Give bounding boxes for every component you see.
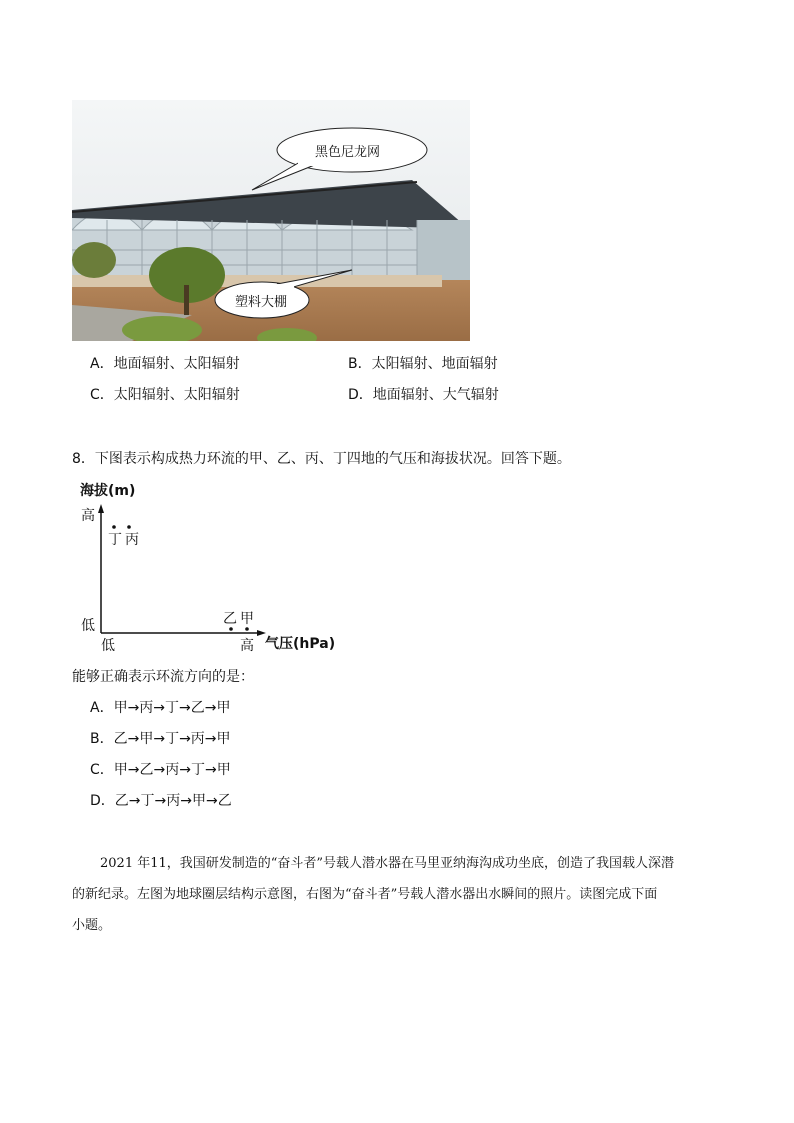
point-jia-label: 甲: [240, 611, 254, 627]
q7-option-d: D．地面辐射、大气辐射: [348, 387, 499, 403]
q8-option-a: A．甲→丙→丁→乙→甲: [90, 700, 231, 716]
y-axis-low: 低: [81, 618, 95, 634]
q7-option-a: A．地面辐射、太阳辐射: [90, 356, 240, 372]
y-axis-arrow: [98, 504, 104, 513]
y-axis-label: 海拔(m): [80, 483, 136, 499]
pressure-altitude-chart: [72, 478, 352, 658]
greenhouse-photo: [72, 100, 470, 341]
point-yi-label: 乙: [223, 611, 237, 627]
q8-option-d: D．乙→丁→丙→甲→乙: [90, 793, 232, 809]
q8-question: 能够正确表示环流方向的是：: [72, 669, 254, 685]
point-ding-label: 丁: [108, 532, 122, 548]
x-axis-label: 气压(hPa): [265, 636, 336, 652]
passage-line-1: 2021 年11，我国研发制造的“奋斗者”号载人潜水器在马里亚纳海沟成功坐底，创造了我国载人深潜: [100, 856, 675, 871]
q8-option-c: C．甲→乙→丙→丁→甲: [90, 762, 231, 778]
q7-option-b: B．太阳辐射、地面辐射: [348, 356, 498, 372]
point-bing-label: 丙: [125, 532, 139, 548]
callout-net-label: 黑色尼龙网: [315, 145, 381, 160]
x-axis-low: 低: [101, 638, 115, 654]
q8-stem: 8．下图表示构成热力环流的甲、乙、丙、丁四地的气压和海拔状况。回答下题。: [72, 451, 571, 467]
callout-greenhouse-label: 塑料大棚: [235, 295, 288, 310]
q8-option-b: B．乙→甲→丁→丙→甲: [90, 731, 231, 747]
y-axis-high: 高: [81, 508, 95, 524]
passage-line-3: 小题。: [72, 918, 112, 933]
passage-line-2: 的新纪录。左图为地球圈层结构示意图，右图为“奋斗者”号载人潜水器出水瞬间的照片。读图完成下面: [72, 887, 658, 902]
q7-option-c: C．太阳辐射、太阳辐射: [90, 387, 240, 403]
x-axis-high: 高: [240, 638, 254, 654]
